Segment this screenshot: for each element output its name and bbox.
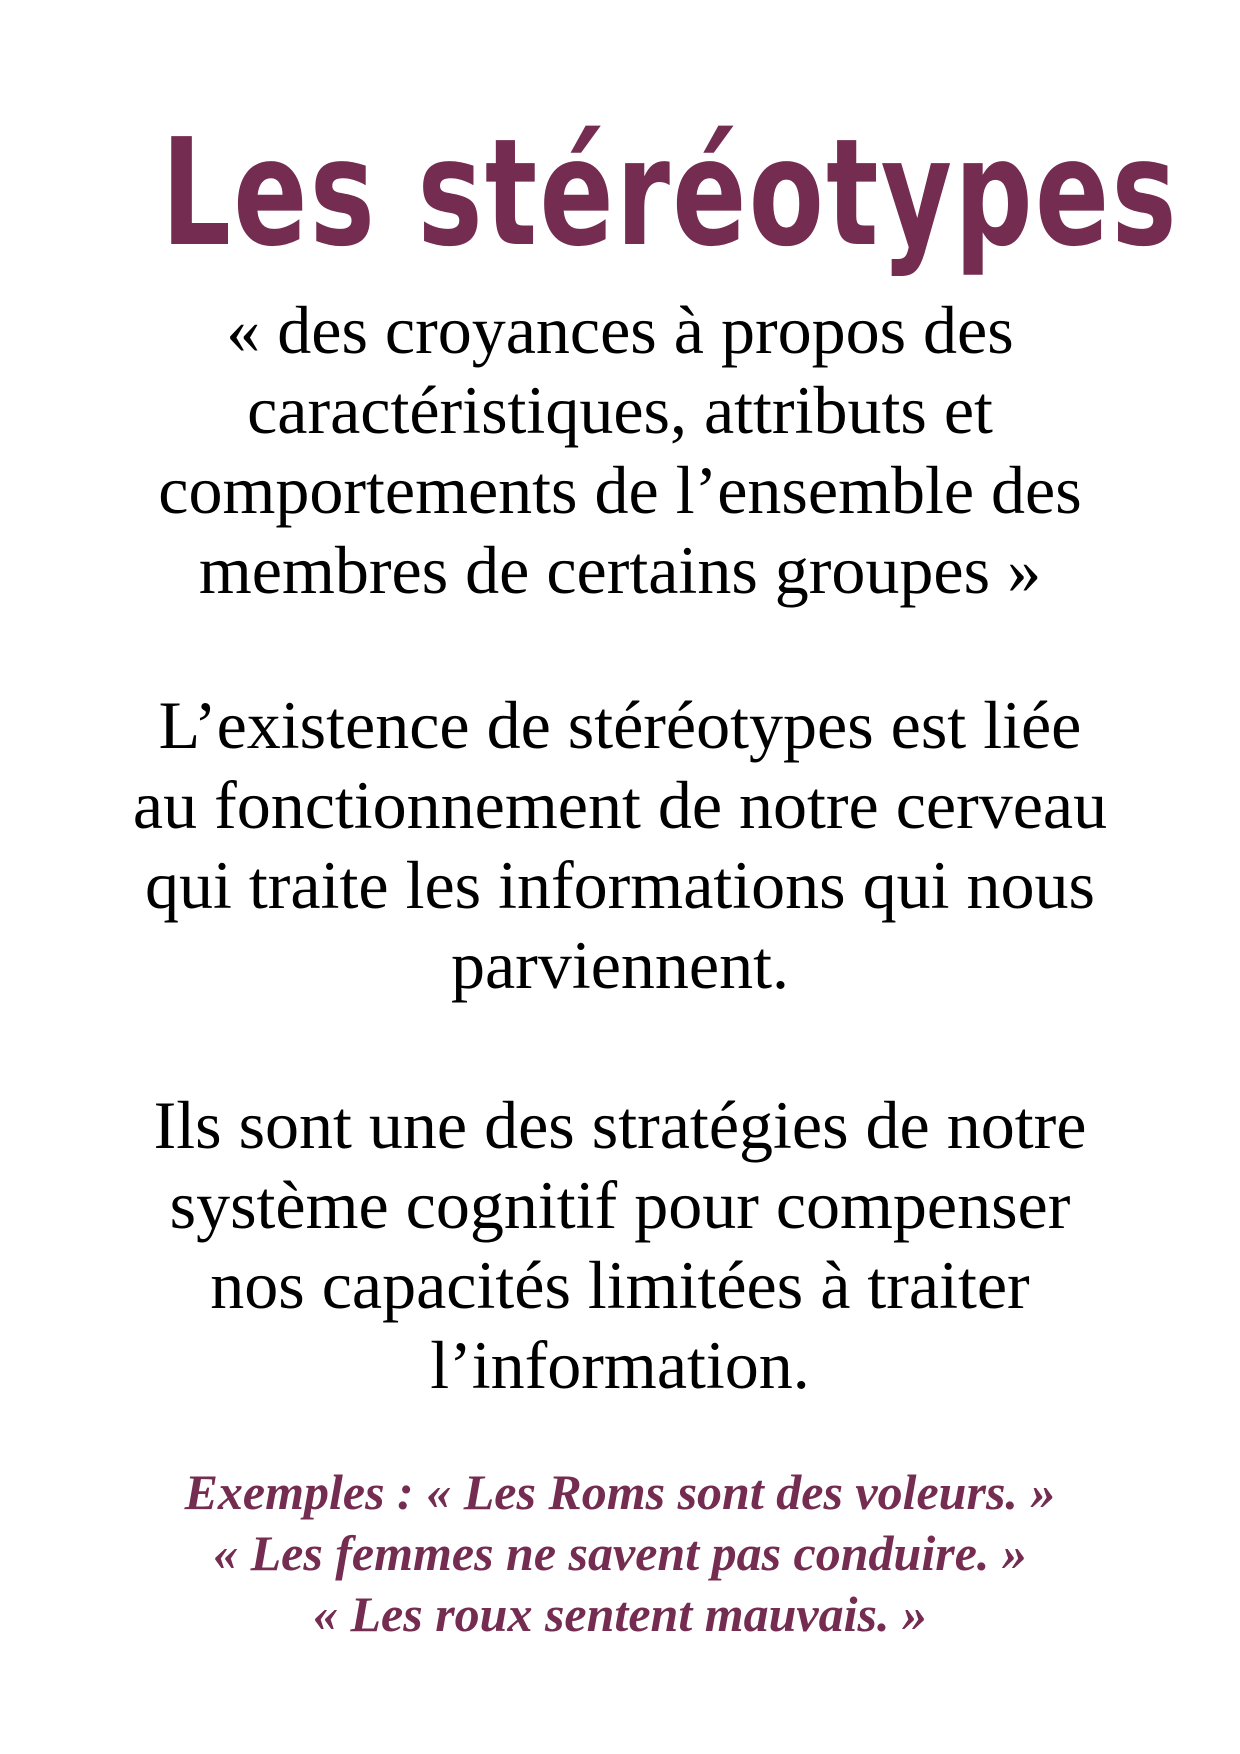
example-line: « Les femmes ne savent pas conduire. » xyxy=(213,1525,1027,1581)
paragraph-line: au fonctionnement de notre cerveau xyxy=(132,767,1108,843)
brain-paragraph xyxy=(40,685,1200,1005)
definition-line: membres de certains groupes » xyxy=(198,532,1042,608)
paragraph-line: l’information. xyxy=(430,1327,810,1403)
paragraph-line: L’existence de stéréotypes est liée xyxy=(158,687,1082,763)
definition-line: caractéristiques, attributs et xyxy=(247,372,993,448)
paragraph-line: Ils sont une des stratégies de notre xyxy=(153,1087,1087,1163)
definition-quote xyxy=(40,290,1200,610)
paragraph-line: qui traite les informations qui nous xyxy=(145,847,1095,923)
example-line: « Les roux sentent mauvais. » xyxy=(313,1586,927,1642)
paragraph-line: nos capacités limitées à traiter xyxy=(210,1247,1030,1323)
definition-line: « des croyances à propos des xyxy=(226,292,1014,368)
examples-block xyxy=(40,1462,1200,1645)
paragraph-line: système cognitif pour compenser xyxy=(169,1167,1071,1243)
paragraph-line: parviennent. xyxy=(451,927,789,1003)
cognitive-strategy-paragraph xyxy=(40,1085,1200,1405)
definition-line: comportements de l’ensemble des xyxy=(158,452,1082,528)
page-title: Les stéréotypes xyxy=(161,107,1179,279)
example-line: Exemples : « Les Roms sont des voleurs. » xyxy=(184,1464,1056,1520)
